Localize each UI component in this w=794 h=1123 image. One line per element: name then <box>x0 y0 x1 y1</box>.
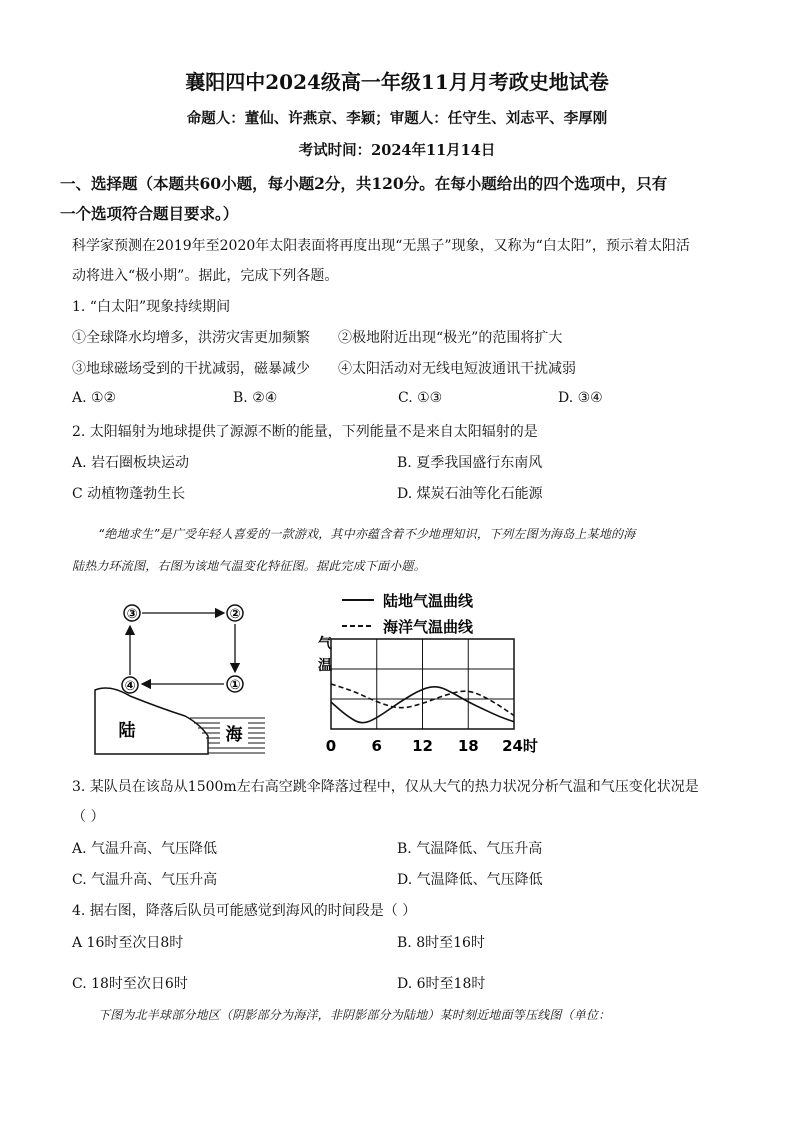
q2-option-b: B. 夏季我国盛行东南风 <box>397 455 543 471</box>
land-label: 陆 <box>118 721 136 741</box>
q3-blank: （ ） <box>72 809 105 825</box>
legend-sea: 海洋气温曲线 <box>383 618 474 636</box>
chart-grid <box>331 639 514 729</box>
y-label-char-2: 温 <box>318 658 332 674</box>
exam-title: 襄阳四中2024级高一年级11月月考政史地试卷 <box>185 70 609 94</box>
section-heading-cont: 一个选项符合题目要求。） <box>60 204 239 223</box>
material-2-line-2: 陆热力环流图，右图为该地气温变化特征图。据此完成下面小题。 <box>72 559 426 573</box>
thermal-circulation-diagram <box>90 596 270 756</box>
q2-option-c: C 动植物蓬勃生长 <box>72 486 186 502</box>
q2-option-a: A. 岩石圈板块运动 <box>72 455 190 471</box>
legend-land: 陆地气温曲线 <box>383 592 474 610</box>
x-tick-label: 24时 <box>502 737 538 755</box>
q3-option-d: D. 气温降低、气压降低 <box>397 872 543 888</box>
x-tick-label: 12 <box>412 737 433 755</box>
land-profile <box>95 688 208 754</box>
q2-stem: 2. 太阳辐射为地球提供了源源不断的能量，下列能量不是来自太阳辐射的是 <box>72 424 538 440</box>
x-tick-label: 0 <box>325 737 337 755</box>
q1-statement-4: ④太阳活动对无线电短波通讯干扰减弱 <box>338 361 576 377</box>
sea-label: 海 <box>225 725 243 745</box>
q3-option-c: C. 气温升高、气压升高 <box>72 872 218 888</box>
q1-statement-1: ①全球降水均增多，洪涝灾害更加频繁 <box>72 330 310 346</box>
q4-option-a: A 16时至次日8时 <box>72 935 184 951</box>
section-heading: 一、选择题（本题共60小题，每小题2分，共120分。在每小题给出的四个选项中，只有 <box>60 174 668 193</box>
x-tick-label: 6 <box>371 737 382 755</box>
temperature-chart <box>306 586 556 758</box>
q3-option-b: B. 气温降低、气压升高 <box>397 841 543 857</box>
q3-stem: 3. 某队员在该岛从1500m左右高空跳伞降落过程中，仅从大气的热力状况分析气温和气压变化状况是 <box>72 779 699 795</box>
x-axis-ticks <box>326 737 538 755</box>
node-3: ③ <box>126 607 138 622</box>
material-2-line-1: “绝地求生”是广受年轻人喜爱的一款游戏，其中亦蕴含着不少地理知识，下列左图为海岛上某地的海 <box>98 527 636 541</box>
q4-option-b: B. 8时至16时 <box>397 935 485 951</box>
q1-option-a: A. ①② <box>72 390 117 406</box>
x-tick-label: 18 <box>457 737 479 755</box>
node-2: ② <box>229 607 241 622</box>
exam-time: 考试时间：2024年11月14日 <box>298 142 496 159</box>
authors-line: 命题人：董仙、许燕京、李颖；审题人：任守生、刘志平、李厚刚 <box>186 110 608 127</box>
q1-option-d: D. ③④ <box>558 390 603 406</box>
q4-option-d: D. 6时至18时 <box>397 976 486 992</box>
node-4: ④ <box>124 679 136 694</box>
material-3-line-1: 下图为北半球部分地区（阴影部分为海洋，非阴影部分为陆地）某时刻近地面等压线图（单位： <box>98 1008 611 1022</box>
q4-stem: 4. 据右图，降落后队员可能感觉到海风的时间段是（ ） <box>72 903 417 919</box>
q4-option-c: C. 18时至次日6时 <box>72 976 188 992</box>
q1-statement-2: ②极地附近出现“极光”的范围将扩大 <box>338 330 563 346</box>
q3-option-a: A. 气温升高、气压降低 <box>72 841 218 857</box>
node-1: ① <box>229 678 241 693</box>
q2-option-d: D. 煤炭石油等化石能源 <box>397 486 543 502</box>
q1-option-c: C. ①③ <box>398 390 443 406</box>
q1-stem: 1. “白太阳”现象持续期间 <box>72 299 231 315</box>
material-1-line-1: 科学家预测在2019年至2020年太阳表面将再度出现“无黑子”现象，又称为“白太阳”，预示着太阳活 <box>72 238 690 254</box>
q1-option-b: B. ②④ <box>233 390 278 406</box>
material-1-line-2: 动将进入“极小期”。据此，完成下列各题。 <box>72 268 339 284</box>
y-label-char-1: 气 <box>318 636 332 652</box>
q1-statement-3: ③地球磁场受到的干扰减弱，磁暴减少 <box>72 361 310 377</box>
